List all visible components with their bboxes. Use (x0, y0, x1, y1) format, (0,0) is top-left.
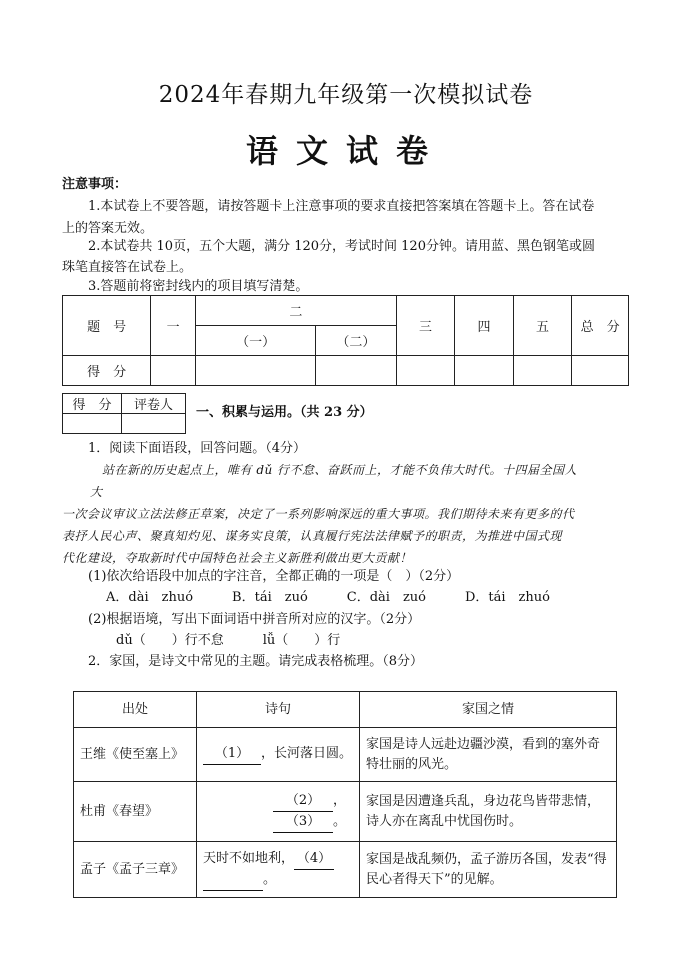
passage-line-4: 代化建设，夺取新时代中国特色社会主义新胜利做出更大贡献！ (62, 551, 413, 565)
score-cell[interactable] (572, 356, 629, 386)
notice-item-1-cont: 上的答案无效。 (62, 221, 154, 236)
poem-source: 杜甫《春望》 (74, 782, 197, 842)
table-row (74, 728, 617, 782)
question-1: 1．阅读下面语段，回答问题。（4分） (88, 441, 307, 456)
notice-item-2-cont: 珠笔直接答在试卷上。 (62, 260, 193, 275)
answer-blank-3[interactable]: （3） (273, 812, 333, 833)
poem-header-verse: 诗句 (197, 692, 360, 728)
score-table (62, 295, 629, 386)
passage-line-2: 一次会议审议立法法修正草案，决定了一系列影响深远的重大事项。我们期待未来有更多的代 (62, 507, 575, 521)
passage-line-1: 站在新的历史起点上，唯有 dǔ 行不怠、奋跃而上，才能不负伟大时代。十四届全国人 (102, 463, 578, 477)
section-1-heading: 一、积累与运用。（共 23 分） (196, 405, 373, 420)
notice-item-2: 2.本试卷共 10页，五个大题，满分 120分，考试时间 120分钟。请用蓝、黑色钢笔或圆 (88, 239, 595, 254)
score-col-1: 一 (151, 296, 196, 356)
passage-line-3: 表抒人民心声、聚真知灼见、谋务实良策，认真履行宪法法律赋予的职责，为推进中国式现 (62, 529, 563, 543)
poem-verse (197, 728, 360, 782)
notice-item-1: 1.本试卷上不要答题，请按答题卡上注意事项的要求直接把答案填在答题卡上。答在试卷 (88, 199, 595, 214)
poem-feeling: 家国是诗人远赴边疆沙漠，看到的塞外奇特壮丽的风光。 (360, 728, 617, 782)
score-col-2b: （二） (316, 326, 397, 356)
score-row-label-question: 题 号 (63, 296, 151, 356)
poem-punct-period: 。 (333, 813, 347, 829)
poem-verse (197, 782, 360, 842)
score-cell[interactable] (455, 356, 514, 386)
poem-source: 孟子《孟子三章》 (74, 842, 197, 898)
notice-item-3: 3.答题前将密封线内的项目填写清楚。 (88, 279, 309, 294)
notice-heading: 注意事项： (62, 177, 128, 192)
score-cell[interactable] (316, 356, 397, 386)
poem-table (73, 691, 617, 898)
table-row (74, 782, 617, 842)
poem-punct-period: 。 (263, 871, 277, 887)
grader-score-cell[interactable] (63, 414, 122, 434)
exam-title: 2024年春期九年级第一次模拟试卷 (158, 82, 534, 108)
question-1-2: (2)根据语境，写出下面词语中拼音所对应的汉字。（2分） (88, 612, 421, 627)
score-cell[interactable] (396, 356, 455, 386)
score-cell[interactable] (196, 356, 316, 386)
answer-blank-2[interactable]: （2） (273, 791, 333, 812)
poem-source: 王维《使至塞上》 (74, 728, 197, 782)
table-row (74, 842, 617, 898)
score-col-total: 总 分 (572, 296, 629, 356)
score-col-2a: （一） (196, 326, 316, 356)
grader-name-label: 评卷人 (122, 394, 186, 414)
poem-verse-text: ，长河落日圆。 (261, 746, 353, 761)
poem-feeling: 家国是因遭逢兵乱，身边花鸟皆带悲情，诗人亦在离乱中忧国伤时。 (360, 782, 617, 842)
answer-blank-4-cont[interactable] (203, 870, 263, 891)
poem-punct-comma: ， (333, 792, 347, 808)
score-col-3: 三 (396, 296, 455, 356)
score-row-label-score: 得 分 (63, 356, 151, 386)
grader-name-cell[interactable] (122, 414, 186, 434)
passage-line-1b: 大 (90, 485, 103, 499)
poem-feeling: 家国是战乱频仍，孟子游历各国，发表“得民心者得天下”的见解。 (360, 842, 617, 898)
grader-table (62, 393, 186, 434)
poem-header-feeling: 家国之情 (360, 692, 617, 728)
score-cell[interactable] (513, 356, 572, 386)
score-col-2: 二 (196, 296, 397, 326)
question-1-1: (1)依次给语段中加点的字注音，全都正确的一项是（ ）（2分） (88, 569, 460, 584)
exam-subject-title: 语文试卷 (245, 132, 446, 170)
question-1-2-words: dǔ（ ）行不怠 lǚ（ ）行 (116, 633, 341, 648)
grader-score-label: 得 分 (63, 394, 122, 414)
answer-blank-1[interactable]: （1） (203, 744, 261, 765)
poem-verse (197, 842, 360, 898)
question-2: 2．家国，是诗文中常见的主题。请完成表格梳理。（8分） (88, 654, 424, 669)
poem-header-source: 出处 (74, 692, 197, 728)
score-cell[interactable] (151, 356, 196, 386)
score-col-4: 四 (455, 296, 514, 356)
score-col-5: 五 (513, 296, 572, 356)
poem-verse-text: 天时不如地利， (203, 850, 295, 866)
question-1-1-options: A．dài zhuó B．tái zuó C．dài zuó D．tái zhuó (106, 590, 550, 605)
answer-blank-4[interactable]: （4） (294, 849, 334, 870)
